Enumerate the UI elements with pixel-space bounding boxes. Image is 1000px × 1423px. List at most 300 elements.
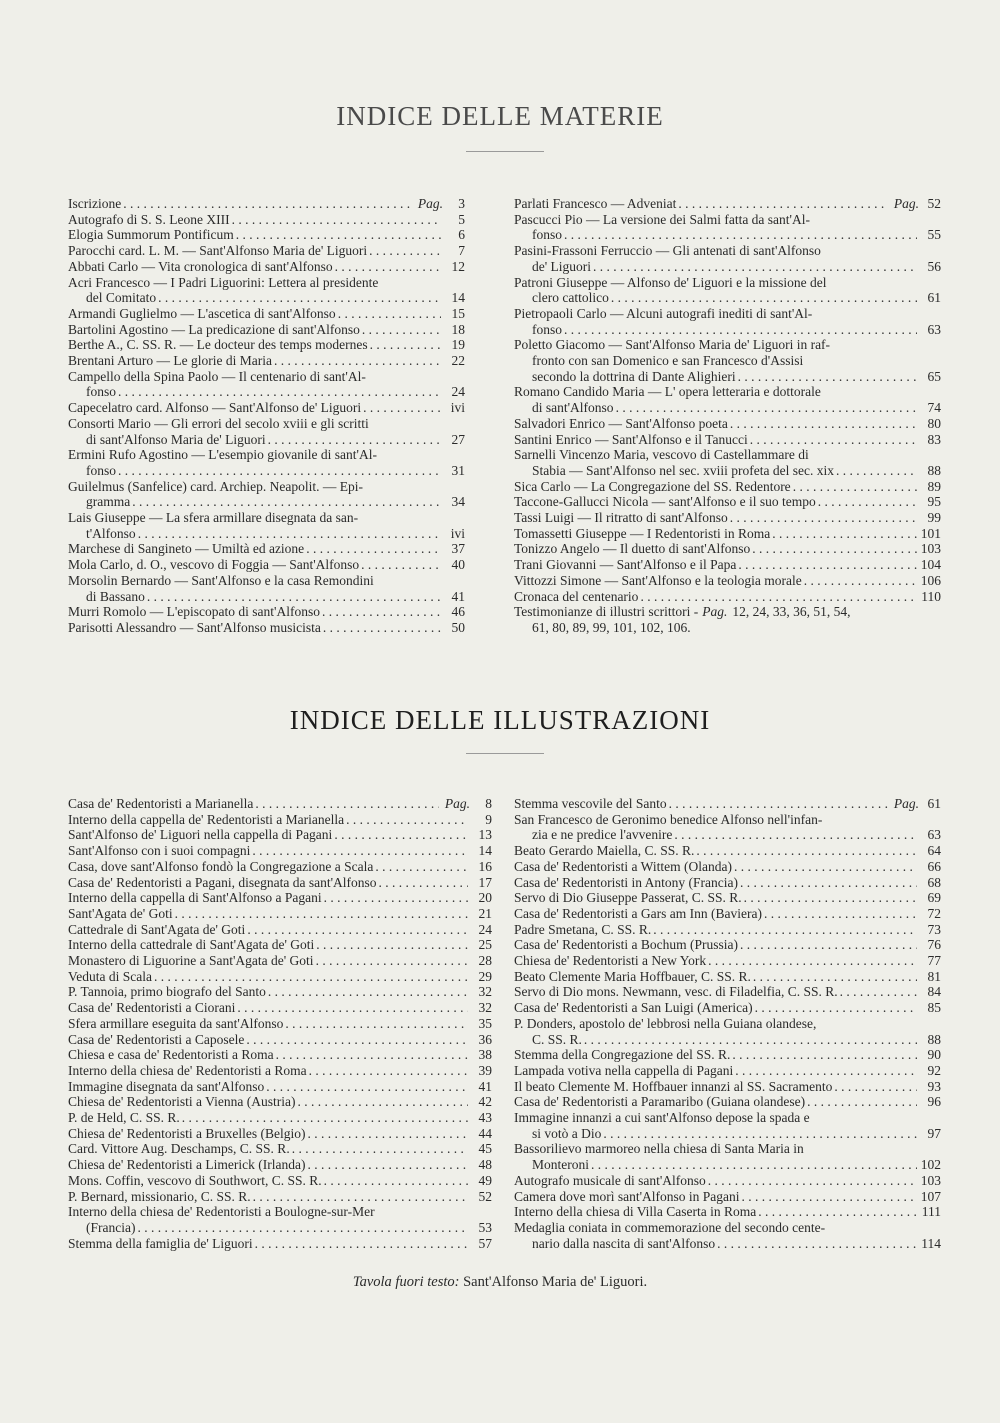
- pag-label: Pag.: [444, 796, 470, 811]
- index-entry: [514, 969, 941, 985]
- entry-text: Sant'Alfonso con i suoi compagni: [68, 843, 251, 859]
- dot-leader: [564, 322, 917, 338]
- index-entry: [514, 890, 941, 906]
- page-number: 114: [921, 1235, 941, 1251]
- page-number: 107: [920, 1188, 941, 1204]
- entry-text: Sarnelli Vincenzo Maria, vescovo di Castellammare di: [514, 447, 809, 463]
- dot-leader: [370, 337, 441, 353]
- pag-label: Pag.: [893, 796, 919, 811]
- dot-leader: [322, 604, 441, 620]
- dot-leader: [308, 1126, 468, 1142]
- entry-text: Autografo musicale di sant'Alfonso: [514, 1172, 706, 1188]
- dot-leader: [772, 526, 917, 542]
- page-number: 48: [478, 1157, 492, 1173]
- index-entry: [68, 922, 492, 938]
- page-number: 14: [478, 843, 492, 859]
- page-number: 106: [920, 572, 941, 588]
- index-entry: [68, 1110, 492, 1126]
- index-entry: [68, 573, 465, 604]
- entry-text: Sfera armillare eseguita da sant'Alfonso: [68, 1015, 284, 1031]
- page-number: 96: [927, 1094, 941, 1110]
- page-number: 92: [927, 1062, 941, 1078]
- page-number: 52: [927, 196, 941, 211]
- index-entry: [68, 969, 492, 985]
- index-entry: [68, 416, 465, 447]
- index-entry: [514, 447, 941, 478]
- entry-text: Vittozzi Simone — Sant'Alfonso e la teologia morale: [514, 572, 802, 588]
- dot-leader: [591, 1157, 917, 1173]
- materie-left-column: [68, 196, 465, 636]
- page-number: 32: [478, 1000, 492, 1016]
- entry-text: Interno della cappella di Sant'Alfonso a Pagani: [68, 890, 322, 906]
- entry-text: Beato Clemente Maria Hoffbauer, C. SS. R.: [514, 968, 751, 984]
- index-entry: [68, 306, 465, 322]
- dot-leader: [297, 1094, 468, 1110]
- materie-right-entries: [514, 196, 941, 604]
- entry-text: Armandi Guglielmo — L'ascetica di sant'Alfonso: [68, 305, 336, 321]
- index-entry: [514, 1079, 941, 1095]
- page-number: 38: [478, 1047, 492, 1063]
- page-number: 20: [478, 890, 492, 906]
- dot-leader: [132, 494, 441, 510]
- dot-leader: [836, 463, 917, 479]
- entry-text: nario dalla nascita di sant'Alfonso: [532, 1235, 716, 1251]
- dot-leader: [307, 1157, 468, 1173]
- index-entry: [68, 604, 465, 620]
- entry-text: Mons. Coffin, vescovo di Southwort, C. SS. R.: [68, 1172, 322, 1188]
- page-number: 34: [451, 494, 465, 510]
- page-number: 25: [478, 937, 492, 953]
- dot-leader: [268, 432, 441, 448]
- entry-text: Casa de' Redentoristi a Paramaribo (Guiana olandese): [514, 1094, 806, 1110]
- dot-leader: [253, 1189, 468, 1205]
- entry-text: P. Donders, apostolo de' lebbrosi nella Guiana olandese,: [514, 1015, 817, 1031]
- entry-text: Chiesa de' Redentoristi a Limerick (Irlanda): [68, 1157, 306, 1173]
- index-entry: [68, 353, 465, 369]
- index-entry: [514, 196, 941, 212]
- page-number: 63: [927, 827, 941, 843]
- entry-text: Acri Francesco — I Padri Liguorini: Lettera al presidente: [68, 274, 379, 290]
- dot-leader: [669, 796, 888, 812]
- index-entry: [68, 875, 492, 891]
- dot-leader: [564, 227, 917, 243]
- entry-text: di sant'Alfonso Maria de' Liguori: [86, 431, 266, 447]
- entry-text: Padre Smetana, C. SS. R.: [514, 921, 652, 937]
- dot-leader: [584, 1032, 917, 1048]
- page-number: 28: [478, 953, 492, 969]
- entry-text: Marchese di Sangineto — Umiltà ed azione: [68, 541, 305, 557]
- page-number: 81: [927, 968, 941, 984]
- page-number: 89: [927, 478, 941, 494]
- index-entry: [514, 984, 941, 1000]
- entry-text: si votò a Dio: [532, 1125, 602, 1141]
- page-number: 43: [478, 1110, 492, 1126]
- index-entry: [68, 1236, 492, 1252]
- entry-text: Parisotti Alessandro — Sant'Alfonso musicista: [68, 619, 321, 635]
- dot-leader: [361, 557, 441, 573]
- entry-text: Monastero di Liguorine a Sant'Agata de' Goti: [68, 953, 314, 969]
- dot-leader: [744, 890, 917, 906]
- entry-text: Patroni Giuseppe — Alfonso de' Liguori e la missione del: [514, 274, 827, 290]
- page-number: 44: [478, 1125, 492, 1141]
- entry-text: Guilelmus (Sanfelice) card. Archiep. Neapolit. — Epi-: [68, 478, 364, 494]
- entry-text: Medaglia coniata in commemorazione del secondo cente-: [514, 1219, 826, 1235]
- entry-text: Immagine innanzi a cui sant'Alfonso depose la spada e: [514, 1110, 810, 1126]
- page-number: 95: [927, 494, 941, 510]
- illustrazioni-divider: [466, 753, 544, 754]
- index-entry: [514, 1220, 941, 1251]
- page-number: 57: [478, 1235, 492, 1251]
- page-number: 64: [927, 843, 941, 859]
- index-entry: [514, 796, 941, 812]
- dot-leader: [738, 369, 917, 385]
- entry-text: Veduta di Scala: [68, 968, 152, 984]
- index-entry: [514, 479, 941, 495]
- page-number: 103: [920, 1172, 941, 1188]
- dot-leader: [309, 1063, 468, 1079]
- dot-leader: [138, 526, 441, 542]
- page-number: 15: [451, 305, 465, 321]
- entry-text: Casa de' Redentoristi a San Luigi (America): [514, 1000, 753, 1016]
- dot-leader: [182, 1110, 468, 1126]
- dot-leader: [804, 573, 917, 589]
- page-number: 27: [451, 431, 465, 447]
- index-entry: [68, 843, 492, 859]
- index-entry: [514, 1016, 941, 1047]
- dot-leader: [285, 1016, 468, 1032]
- entry-text: Poletto Giacomo — Sant'Alfonso Maria de' Liguori in raf-: [514, 337, 831, 353]
- index-entry: [514, 384, 941, 415]
- dot-leader: [379, 875, 468, 891]
- page-number: 53: [478, 1219, 492, 1235]
- dot-leader: [346, 812, 468, 828]
- index-entry: [514, 243, 941, 274]
- dot-leader: [807, 1094, 917, 1110]
- index-entry: [68, 1000, 492, 1016]
- dot-leader: [247, 922, 468, 938]
- page-number: 41: [478, 1078, 492, 1094]
- page-number: 110: [921, 588, 941, 604]
- index-entry: [514, 1094, 941, 1110]
- footer-note: [0, 1274, 1000, 1291]
- entry-text: Sant'Alfonso de' Liguori nella cappella di Pagani: [68, 827, 333, 843]
- dot-leader: [255, 1236, 468, 1252]
- index-entry: [514, 953, 941, 969]
- page-number: 65: [927, 368, 941, 384]
- index-entry: [68, 1189, 492, 1205]
- dot-leader: [764, 906, 917, 922]
- page-number: 76: [927, 937, 941, 953]
- entry-text: Tonizzo Angelo — Il duetto di sant'Alfonso: [514, 541, 751, 557]
- entry-text: Pascucci Pio — La versione dei Salmi fatta da sant'Al-: [514, 211, 810, 227]
- entry-text: Interno della chiesa de' Redentoristi a Boulogne-sur-Mer: [68, 1204, 375, 1220]
- dot-leader: [324, 890, 468, 906]
- page-number: 99: [927, 510, 941, 526]
- entry-text: fonso: [532, 321, 562, 337]
- entry-text: Ermini Rufo Agostino — L'esempio giovanile di sant'Al-: [68, 447, 377, 463]
- dot-leader: [123, 196, 412, 212]
- page-number: 29: [478, 968, 492, 984]
- index-entry: [68, 953, 492, 969]
- dot-leader: [268, 984, 468, 1000]
- index-entry: [68, 1204, 492, 1235]
- index-entry: [514, 573, 941, 589]
- page-number: ivi: [450, 400, 465, 416]
- entry-text: di Bassano: [86, 588, 145, 604]
- entry-text: Casa de' Redentoristi a Gars am Inn (Baviera): [514, 905, 762, 921]
- page-number: 17: [478, 874, 492, 890]
- index-entry: [68, 906, 492, 922]
- index-entry: [514, 337, 941, 384]
- index-entry: [514, 906, 941, 922]
- dot-leader: [118, 384, 441, 400]
- page-number: 111: [921, 1204, 941, 1220]
- entry-text: Salvadori Enrico — Sant'Alfonso poeta: [514, 415, 728, 431]
- entry-text: Iscrizione: [68, 196, 122, 211]
- entry-text: Casa de' Redentoristi a Ciorani: [68, 1000, 236, 1016]
- page-number: 97: [927, 1125, 941, 1141]
- entry-text: Stemma della Congregazione del SS. R.: [514, 1047, 731, 1063]
- entry-text: Pasini-Frassoni Ferruccio — Gli antenati di sant'Alfonso: [514, 243, 821, 259]
- dot-leader: [316, 937, 468, 953]
- entry-text: Taccone-Gallucci Nicola — sant'Alfonso e il suo tempo: [514, 494, 816, 510]
- page-number: 12: [451, 258, 465, 274]
- entry-text: fonso: [532, 227, 562, 243]
- index-entry: [68, 1047, 492, 1063]
- page-number: 102: [920, 1157, 941, 1173]
- entry-text: Campello della Spina Paolo — Il centenario di sant'Al-: [68, 368, 366, 384]
- entry-text: P. de Held, C. SS. R.: [68, 1110, 180, 1126]
- index-entry: [68, 620, 465, 636]
- index-entry: [514, 589, 941, 605]
- index-entry: [514, 432, 941, 448]
- dot-leader: [735, 1063, 917, 1079]
- dot-leader: [616, 400, 917, 416]
- index-entry: [68, 479, 465, 510]
- entry-text: P. Bernard, missionario, C. SS. R.: [68, 1188, 251, 1204]
- entry-text: Sica Carlo — La Congregazione del SS. Redentore: [514, 478, 791, 494]
- dot-leader: [678, 196, 888, 212]
- entry-text: Il beato Clemente M. Hoffbauer innanzi al SS. Sacramento: [514, 1078, 833, 1094]
- page-number: 18: [451, 321, 465, 337]
- page-number: 24: [478, 921, 492, 937]
- page-number: 52: [478, 1188, 492, 1204]
- entry-text: Trani Giovanni — Sant'Alfonso e il Papa: [514, 557, 737, 573]
- page-number: 7: [458, 243, 465, 259]
- index-entry: [514, 843, 941, 859]
- index-entry: [68, 859, 492, 875]
- index-entry: [514, 416, 941, 432]
- dot-leader: [740, 875, 917, 891]
- dot-leader: [255, 796, 439, 812]
- entry-text: gramma: [86, 494, 131, 510]
- dot-leader: [335, 259, 441, 275]
- index-entry: [68, 1126, 492, 1142]
- index-entry: [514, 812, 941, 843]
- dot-leader: [653, 922, 917, 938]
- dot-leader: [793, 479, 917, 495]
- index-entry: [514, 859, 941, 875]
- entry-text: Servo di Dio Giuseppe Passerat, C. SS. R.: [514, 890, 742, 906]
- illustrazioni-left-column: [68, 796, 492, 1251]
- entry-text: t'Alfonso: [86, 525, 136, 541]
- index-entry: [68, 1173, 492, 1189]
- page-number: 84: [927, 984, 941, 1000]
- entry-text: Chiesa e casa de' Redentoristi a Roma: [68, 1047, 274, 1063]
- dot-leader: [175, 906, 468, 922]
- entry-text: Casa de' Redentoristi a Marianella: [68, 796, 254, 811]
- index-entry: [68, 937, 492, 953]
- testimonianze-pages-cont: 61, 80, 89, 99, 101, 102, 106.: [532, 619, 691, 635]
- dot-leader: [818, 494, 917, 510]
- index-entry: [68, 1079, 492, 1095]
- index-entry: [68, 337, 465, 353]
- index-entry: [514, 937, 941, 953]
- entry-text: Tassi Luigi — Il ritratto di sant'Alfonso: [514, 510, 728, 526]
- page-number: 101: [920, 525, 941, 541]
- dot-leader: [834, 1079, 917, 1095]
- page-number: 39: [478, 1062, 492, 1078]
- testimonianze-text: Testimonianze di illustri scrittori -: [514, 604, 699, 620]
- page-number: 3: [458, 196, 465, 211]
- entry-text: del Comitato: [86, 290, 157, 306]
- index-entry: [514, 1141, 941, 1172]
- dot-leader: [118, 463, 441, 479]
- footer-label: Tavola fuori testo:: [352, 1274, 460, 1290]
- index-entry: [514, 306, 941, 337]
- index-entry: [68, 510, 465, 541]
- dot-leader: [246, 1032, 468, 1048]
- entry-text: Stemma della famiglia de' Liguori: [68, 1235, 253, 1251]
- index-entry: [68, 1157, 492, 1173]
- index-entry: [68, 1063, 492, 1079]
- entry-text: Interno della cappella de' Redentoristi a Marianella: [68, 811, 345, 827]
- page-number: 42: [478, 1094, 492, 1110]
- page-number: 93: [927, 1078, 941, 1094]
- entry-text: Consorti Mario — Gli errori del secolo xviii e gli scritti: [68, 415, 369, 431]
- dot-leader: [752, 541, 917, 557]
- entry-text: C. SS. R.: [532, 1031, 582, 1047]
- dot-leader: [266, 1079, 468, 1095]
- dot-leader: [276, 1047, 468, 1063]
- page-number: 61: [927, 290, 941, 306]
- page-number: 32: [478, 984, 492, 1000]
- entry-text: Santini Enrico — Sant'Alfonso e il Tanucci: [514, 431, 748, 447]
- entry-text: Brentani Arturo — Le glorie di Maria: [68, 353, 272, 369]
- dot-leader: [593, 259, 917, 275]
- entry-text: Parlati Francesco — Adveniat: [514, 196, 677, 211]
- index-entry: [514, 526, 941, 542]
- page-number: 40: [451, 557, 465, 573]
- page-number: 19: [451, 337, 465, 353]
- dot-leader: [323, 620, 441, 636]
- page-number: 22: [451, 353, 465, 369]
- testimonianze-entry: [514, 604, 941, 635]
- dot-leader: [730, 510, 917, 526]
- page-number: 41: [451, 588, 465, 604]
- index-entry: [68, 1094, 492, 1110]
- entry-text: Mola Carlo, d. O., vescovo di Foggia — Sant'Alfonso: [68, 557, 360, 573]
- index-entry: [68, 812, 492, 828]
- dot-leader: [154, 969, 468, 985]
- dot-leader: [324, 1173, 468, 1189]
- index-entry: [68, 227, 465, 243]
- dot-leader: [236, 227, 441, 243]
- index-entry: [68, 1141, 492, 1157]
- index-entry: [68, 322, 465, 338]
- page-number: 104: [920, 557, 941, 573]
- entry-text: Casa de' Redentoristi a Wittem (Olanda): [514, 858, 732, 874]
- dot-leader: [717, 1236, 917, 1252]
- dot-leader: [708, 953, 917, 969]
- dot-leader: [755, 1000, 917, 1016]
- footer-text: Sant'Alfonso Maria de' Liguori.: [463, 1274, 648, 1290]
- dot-leader: [369, 243, 441, 259]
- page-number: 56: [927, 258, 941, 274]
- dot-leader: [674, 827, 917, 843]
- entry-text: fonso: [86, 384, 116, 400]
- page-number: 6: [458, 227, 465, 243]
- page-number: ivi: [450, 525, 465, 541]
- page-number: 35: [478, 1015, 492, 1031]
- page-number: 72: [927, 905, 941, 921]
- entry-text: Casa, dove sant'Alfonso fondò la Congregazione a Scala: [68, 858, 374, 874]
- materie-right-column: [514, 196, 941, 636]
- dot-leader: [363, 400, 441, 416]
- dot-leader: [603, 1126, 917, 1142]
- dot-leader: [758, 1204, 917, 1220]
- page-number: 66: [927, 858, 941, 874]
- page-number: 9: [485, 811, 492, 827]
- entry-text: Autografo di S. S. Leone XIII: [68, 211, 230, 227]
- page-number: 83: [927, 431, 941, 447]
- dot-leader: [708, 1173, 917, 1189]
- index-entry: [68, 447, 465, 478]
- dot-leader: [232, 212, 441, 228]
- illustrazioni-right-column: [514, 796, 941, 1251]
- entry-text: Chiesa de' Redentoristi a Bruxelles (Belgio): [68, 1125, 306, 1141]
- page-number: 61: [927, 796, 941, 811]
- index-entry: [68, 275, 465, 306]
- entry-text: P. Tannoia, primo biografo del Santo: [68, 984, 266, 1000]
- page-number: 21: [478, 905, 492, 921]
- index-entry: [68, 212, 465, 228]
- dot-leader: [696, 843, 917, 859]
- dot-leader: [316, 953, 468, 969]
- illustrazioni-heading: INDICE DELLE ILLUSTRAZIONI: [289, 705, 711, 735]
- dot-leader: [334, 827, 468, 843]
- page-number: 49: [478, 1172, 492, 1188]
- index-entry: [68, 196, 465, 212]
- dot-leader: [147, 589, 441, 605]
- dot-leader: [237, 1000, 468, 1016]
- pag-label: Pag.: [417, 196, 443, 211]
- index-entry: [514, 1047, 941, 1063]
- entry-text: Sant'Agata de' Goti: [68, 905, 173, 921]
- index-entry: [68, 259, 465, 275]
- entry-text: Abbati Carlo — Vita cronologica di sant'Alfonso: [68, 258, 333, 274]
- entry-text: Parocchi card. L. M. — Sant'Alfonso Maria de' Liguori: [68, 243, 368, 259]
- entry-text: Servo di Dio mons. Newmann, vesc. di Filadelfia, C. SS. R.: [514, 984, 838, 1000]
- dot-leader: [734, 859, 917, 875]
- page-number: 68: [927, 874, 941, 890]
- entry-text: fronto con san Domenico e san Francesco d'Assisi: [532, 353, 804, 369]
- dot-leader: [292, 1141, 468, 1157]
- page-number: 37: [451, 541, 465, 557]
- entry-text: Bassorilievo marmoreo nella chiesa di Santa Maria in: [514, 1141, 804, 1157]
- entry-text: Morsolin Bernardo — Sant'Alfonso e la casa Remondini: [68, 572, 374, 588]
- page-number: 16: [478, 858, 492, 874]
